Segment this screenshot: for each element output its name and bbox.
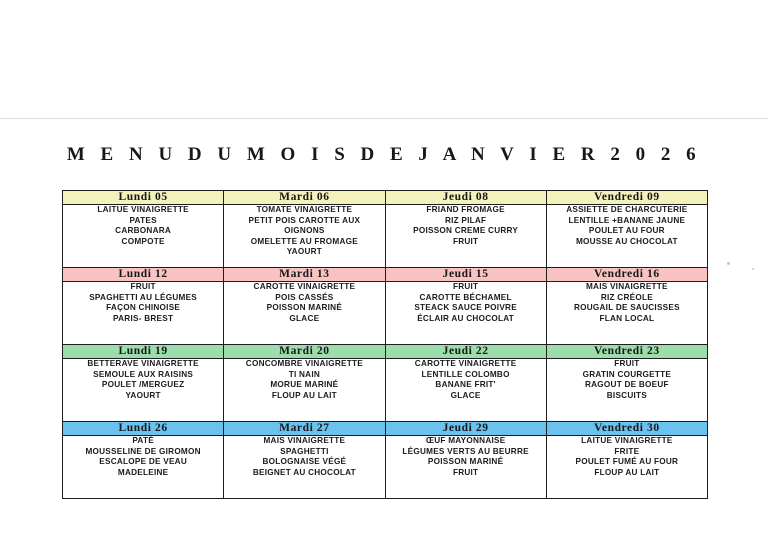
dish-line: FLOUP AU LAIT bbox=[594, 467, 660, 477]
dish-line: MAIS VINAIGRETTE bbox=[263, 436, 346, 445]
scan-artifact-speck bbox=[752, 268, 754, 270]
day-dishes-mardi-20 bbox=[224, 359, 385, 422]
dish-line: LENTILLE COLOMBO bbox=[421, 369, 510, 379]
dish-line: MORUE MARINÉ bbox=[270, 380, 339, 390]
day-dishes-mardi-06 bbox=[224, 205, 385, 268]
dish-line: CARBONARA bbox=[115, 226, 172, 236]
day-dishes-mardi-27 bbox=[224, 436, 385, 499]
dish-line: MADELEINE bbox=[117, 467, 169, 477]
dish-line: PATÉ bbox=[132, 436, 154, 445]
scan-artifact-speck bbox=[727, 262, 730, 265]
dish-line: POIS CASSÉS bbox=[275, 292, 334, 302]
day-header-vendredi-23: Vendredi 23 bbox=[546, 345, 707, 359]
dish-line: FLOUP AU LAIT bbox=[271, 390, 337, 400]
day-header-jeudi-29: Jeudi 29 bbox=[385, 422, 546, 436]
dish-line: POULET /MERGUEZ bbox=[101, 380, 185, 390]
week-dishes-row bbox=[63, 436, 708, 499]
dish-line: YAOURT bbox=[125, 390, 161, 400]
dish-line: TI NAIN bbox=[288, 369, 321, 379]
day-dishes-jeudi-08 bbox=[385, 205, 546, 268]
dish-line: POISSON MARINÉ bbox=[427, 457, 504, 467]
day-header-lundi-05: Lundi 05 bbox=[63, 191, 224, 205]
dish-line: ESCALOPE DE VEAU bbox=[99, 457, 187, 467]
week-header-row bbox=[63, 422, 708, 436]
day-dishes-lundi-26 bbox=[63, 436, 224, 499]
day-header-vendredi-30: Vendredi 30 bbox=[546, 422, 707, 436]
dish-line: STEACK SAUCE POIVRE bbox=[414, 303, 517, 313]
dish-line: ASSIETTE DE CHARCUTERIE bbox=[566, 205, 688, 214]
day-header-jeudi-08: Jeudi 08 bbox=[385, 191, 546, 205]
dish-line: GRATIN COURGETTE bbox=[582, 369, 672, 379]
dish-line: BISCUITS bbox=[606, 390, 647, 400]
dish-line: POULET AU FOUR bbox=[588, 226, 665, 236]
dish-line: FAÇON CHINOISE bbox=[106, 303, 181, 313]
day-dishes-lundi-19 bbox=[63, 359, 224, 422]
dish-line: POULET FUMÉ AU FOUR bbox=[575, 457, 679, 467]
day-header-mardi-06: Mardi 06 bbox=[224, 191, 385, 205]
day-header-mardi-27: Mardi 27 bbox=[224, 422, 385, 436]
dish-line: MOUSSE AU CHOCOLAT bbox=[575, 236, 678, 246]
dish-line: CONCOMBRE VINAIGRETTE bbox=[245, 359, 363, 368]
day-header-jeudi-15: Jeudi 15 bbox=[385, 268, 546, 282]
day-dishes-mardi-13 bbox=[224, 282, 385, 345]
dish-line: POISSON MARINÉ bbox=[266, 303, 343, 313]
dish-line: FRITE bbox=[614, 446, 640, 456]
dish-line: PARIS- BREST bbox=[113, 313, 174, 323]
dish-line: FRUIT bbox=[452, 282, 479, 291]
day-dishes-vendredi-23 bbox=[546, 359, 707, 422]
dish-line: FRUIT bbox=[614, 359, 640, 368]
dish-line: GLACE bbox=[289, 313, 320, 323]
dish-line: GLACE bbox=[450, 390, 481, 400]
dish-line: MAIS VINAIGRETTE bbox=[585, 282, 668, 291]
week-header-row bbox=[63, 191, 708, 205]
dish-line: CAROTTE BÉCHAMEL bbox=[419, 292, 512, 302]
dish-line: RIZ PILAF bbox=[444, 215, 487, 225]
week-dishes-row bbox=[63, 282, 708, 345]
day-header-jeudi-22: Jeudi 22 bbox=[385, 345, 546, 359]
dish-line: FRIAND FROMAGE bbox=[426, 205, 505, 214]
day-dishes-jeudi-22 bbox=[385, 359, 546, 422]
dish-line: BOLOGNAISE VÉGÉ bbox=[262, 457, 347, 467]
dish-line: FRUIT bbox=[452, 467, 479, 477]
week-dishes-row bbox=[63, 359, 708, 422]
week-header-row bbox=[63, 268, 708, 282]
dish-line: LENTILLE +BANANE JAUNE bbox=[568, 215, 686, 225]
dish-line: YAOURT bbox=[286, 247, 323, 257]
dish-line: POISSON CREME CURRY bbox=[413, 226, 519, 236]
menu-table bbox=[62, 190, 708, 499]
dish-line: LAITUE VINAIGRETTE bbox=[97, 205, 189, 214]
dish-line: BETTERAVE VINAIGRETTE bbox=[87, 359, 199, 368]
week-dishes-row bbox=[63, 205, 708, 268]
day-header-lundi-26: Lundi 26 bbox=[63, 422, 224, 436]
dish-line: FRUIT bbox=[130, 282, 156, 291]
page-title: M E N U D U M O I S D E J A N V I E R 2 0 2 6 bbox=[66, 144, 702, 165]
day-dishes-jeudi-15 bbox=[385, 282, 546, 345]
dish-line: RIZ CRÉOLE bbox=[600, 292, 653, 302]
dish-line: PATES bbox=[129, 215, 157, 225]
dish-line: MOUSSELINE DE GIROMON bbox=[85, 446, 201, 456]
dish-line: BANANE FRIT' bbox=[435, 380, 496, 390]
day-dishes-vendredi-16 bbox=[546, 282, 707, 345]
day-dishes-vendredi-30 bbox=[546, 436, 707, 499]
dish-line: FRUIT bbox=[452, 236, 479, 246]
day-header-mardi-13: Mardi 13 bbox=[224, 268, 385, 282]
dish-line: LÉGUMES VERTS AU BEURRE bbox=[402, 446, 529, 456]
dish-line: CAROTTE VINAIGRETTE bbox=[414, 359, 517, 368]
dish-line: CAROTTE VINAIGRETTE bbox=[253, 282, 356, 291]
day-dishes-jeudi-29 bbox=[385, 436, 546, 499]
day-dishes-lundi-12 bbox=[63, 282, 224, 345]
dish-line: TOMATE VINAIGRETTE bbox=[256, 205, 353, 214]
day-header-lundi-12: Lundi 12 bbox=[63, 268, 224, 282]
day-dishes-vendredi-09 bbox=[546, 205, 707, 268]
day-header-vendredi-16: Vendredi 16 bbox=[546, 268, 707, 282]
dish-line: OIGNONS bbox=[284, 226, 325, 236]
dish-line: PETIT POIS CAROTTE AUX bbox=[248, 215, 361, 225]
week-header-row bbox=[63, 345, 708, 359]
dish-line: SPAGHETTI AU LÉGUMES bbox=[89, 292, 198, 302]
scan-artifact-line bbox=[0, 118, 768, 119]
dish-line: ROUGAIL DE SAUCISSES bbox=[573, 303, 680, 313]
dish-line: OMELETTE AU FROMAGE bbox=[250, 236, 358, 246]
dish-line: SPAGHETTI bbox=[280, 446, 329, 456]
dish-line: COMPOTE bbox=[121, 236, 165, 246]
day-header-vendredi-09: Vendredi 09 bbox=[546, 191, 707, 205]
dish-line: LAITUE VINAIGRETTE bbox=[581, 436, 673, 445]
dish-line: ŒUF MAYONNAISE bbox=[425, 436, 506, 445]
day-dishes-lundi-05 bbox=[63, 205, 224, 268]
dish-line: FLAN LOCAL bbox=[599, 313, 655, 323]
dish-line: ÉCLAIR AU CHOCOLAT bbox=[417, 313, 515, 323]
dish-line: BEIGNET AU CHOCOLAT bbox=[252, 467, 356, 477]
day-header-lundi-19: Lundi 19 bbox=[63, 345, 224, 359]
day-header-mardi-20: Mardi 20 bbox=[224, 345, 385, 359]
dish-line: RAGOUT DE BOEUF bbox=[584, 380, 669, 390]
dish-line: SEMOULE AUX RAISINS bbox=[93, 369, 194, 379]
